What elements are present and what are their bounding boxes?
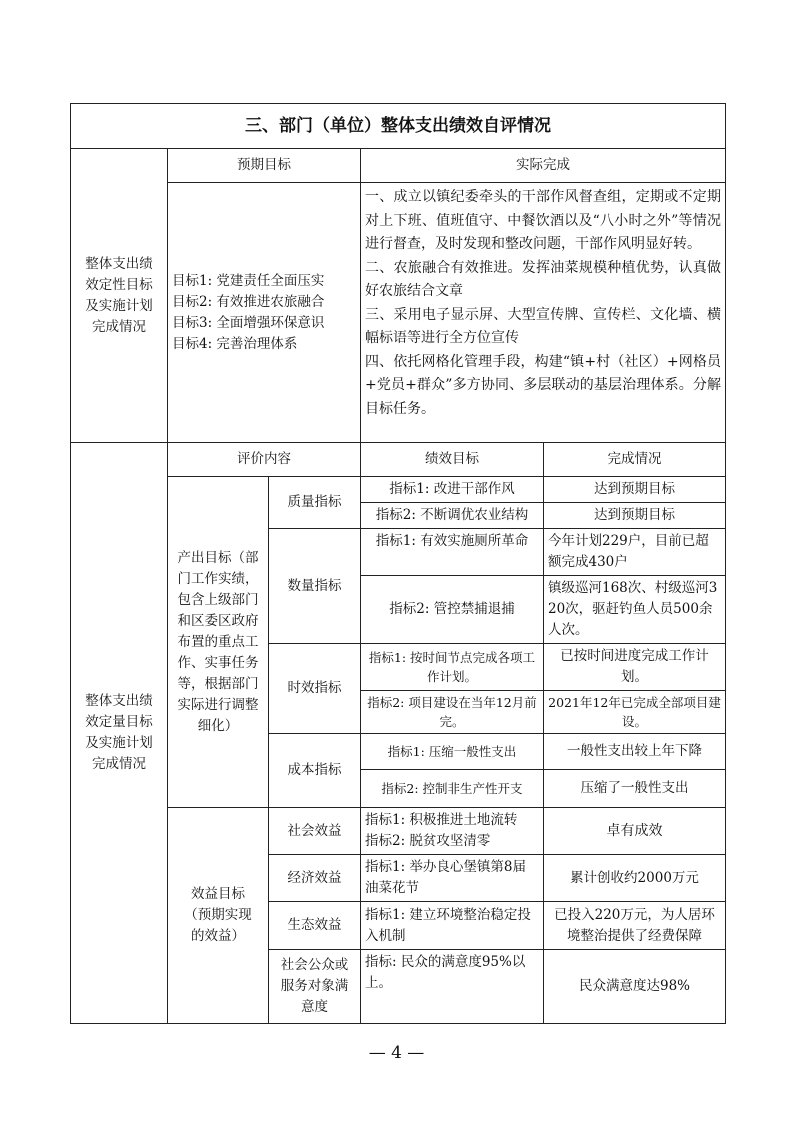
quality-result-2: 达到预期目标 xyxy=(544,503,726,529)
social-target-1: 指标1: 积极推进土地流转 xyxy=(365,812,518,828)
timeliness-result-2: 2021年12年已完成全部项目建设。 xyxy=(544,691,726,734)
quality-target-1: 指标1: 改进干部作风 xyxy=(361,477,544,503)
section-title: 三、部门（单位）整体支出绩效自评情况 xyxy=(71,104,726,149)
quality-target-2: 指标2: 不断调优农业结构 xyxy=(361,503,544,529)
ecological-benefit-result: 已投入220万元，为人居环境整治提供了经费保障 xyxy=(544,902,726,950)
timeliness-target-1: 指标1: 按时间节点完成各项工作计划。 xyxy=(361,644,544,691)
cost-target-2: 指标2: 控制非生产性开支 xyxy=(361,770,544,808)
page-number: — 4 — xyxy=(368,1043,425,1063)
timeliness-indicator-label: 时效指标 xyxy=(269,644,361,734)
expected-goal-header: 预期目标 xyxy=(168,149,361,183)
social-benefit-target xyxy=(361,808,544,855)
quality-result-1: 达到预期目标 xyxy=(544,477,726,503)
social-benefit-label: 社会效益 xyxy=(269,808,361,855)
satisfaction-result: 民众满意度达98% xyxy=(544,950,726,1024)
economic-benefit-result: 累计创收约2000万元 xyxy=(544,855,726,902)
satisfaction-target: 指标: 民众的满意度95%以上。 xyxy=(361,950,544,1024)
evaluation-sheet xyxy=(70,103,725,1024)
performance-target-header: 绩效目标 xyxy=(361,443,544,477)
quantity-target-2: 指标2: 管控禁捕退捕 xyxy=(361,576,544,644)
quantity-target-1: 指标1: 有效实施厕所革命 xyxy=(361,529,544,576)
cost-indicator-label: 成本指标 xyxy=(269,734,361,808)
quantity-indicator-label: 数量指标 xyxy=(269,529,361,644)
evaluation-table xyxy=(70,103,726,1024)
expected-goal-3: 目标3: 全面增强环保意识 xyxy=(172,314,325,331)
quality-indicator-label: 质量指标 xyxy=(269,477,361,529)
timeliness-result-1: 已按时间进度完成工作计划。 xyxy=(544,644,726,691)
ecological-benefit-label: 生态效益 xyxy=(269,902,361,950)
economic-benefit-label: 经济效益 xyxy=(269,855,361,902)
quantity-result-2: 镇级巡河168次、村级巡河320次，驱赶钓鱼人员500余人次。 xyxy=(544,576,726,644)
satisfaction-label: 社会公众或服务对象满意度 xyxy=(269,950,361,1024)
expected-goal-2: 目标2: 有效推进农旅融合 xyxy=(172,293,325,310)
qualitative-row-label: 整体支出绩效定性目标及实施计划完成情况 xyxy=(71,149,168,443)
economic-benefit-target: 指标1: 举办良心堡镇第8届油菜花节 xyxy=(361,855,544,902)
social-target-2: 指标2: 脱贫攻坚清零 xyxy=(365,833,491,849)
social-benefit-result: 卓有成效 xyxy=(544,808,726,855)
actual-completion-text: 一、成立以镇纪委牵头的干部作风督查组，定期或不定期对上下班、值班值守、中餐饮酒以及“八小时之外”等情况进行督查，及时发现和整改问题，干部作风明显好转。 二、农旅融合有效推进。发挥油菜规模种植优势，认真做好农旅结合文章 三、采用电子显示屏、大型宣传牌、宣传栏、文化墙、横幅标语等进行全方位宣传 四、依托网格化管理手段，构建“镇+村（社区）+网格员+党员+群众”多方协同、多层联动的基层治理体系。分解目标任务。 xyxy=(361,183,726,443)
timeliness-target-2: 指标2: 项目建设在当年12月前完。 xyxy=(361,691,544,734)
benefit-target-label: 效益目标（预期实现的效益） xyxy=(168,808,269,1024)
quantitative-row-label: 整体支出绩效定量目标及实施计划完成情况 xyxy=(71,443,168,1024)
expected-goals-cell xyxy=(168,183,361,443)
quantity-result-1: 今年计划229户，目前已超额完成430户 xyxy=(544,529,726,576)
actual-completion-header: 实际完成 xyxy=(361,149,726,183)
expected-goal-4: 目标4: 完善治理体系 xyxy=(172,335,298,352)
cost-result-2: 压缩了一般性支出 xyxy=(544,770,726,808)
cost-target-1: 指标1: 压缩一般性支出 xyxy=(361,734,544,770)
cost-result-1: 一般性支出较上年下降 xyxy=(544,734,726,770)
eval-content-header: 评价内容 xyxy=(168,443,361,477)
expected-goal-1: 目标1: 党建责任全面压实 xyxy=(172,272,325,289)
output-target-label: 产出目标（部门工作实绩，包含上级部门和区委区政府布置的重点工作、实事任务等，根据部门实际进行调整细化） xyxy=(168,477,269,808)
ecological-benefit-target: 指标1: 建立环境整治稳定投入机制 xyxy=(361,902,544,950)
completion-header: 完成情况 xyxy=(544,443,726,477)
